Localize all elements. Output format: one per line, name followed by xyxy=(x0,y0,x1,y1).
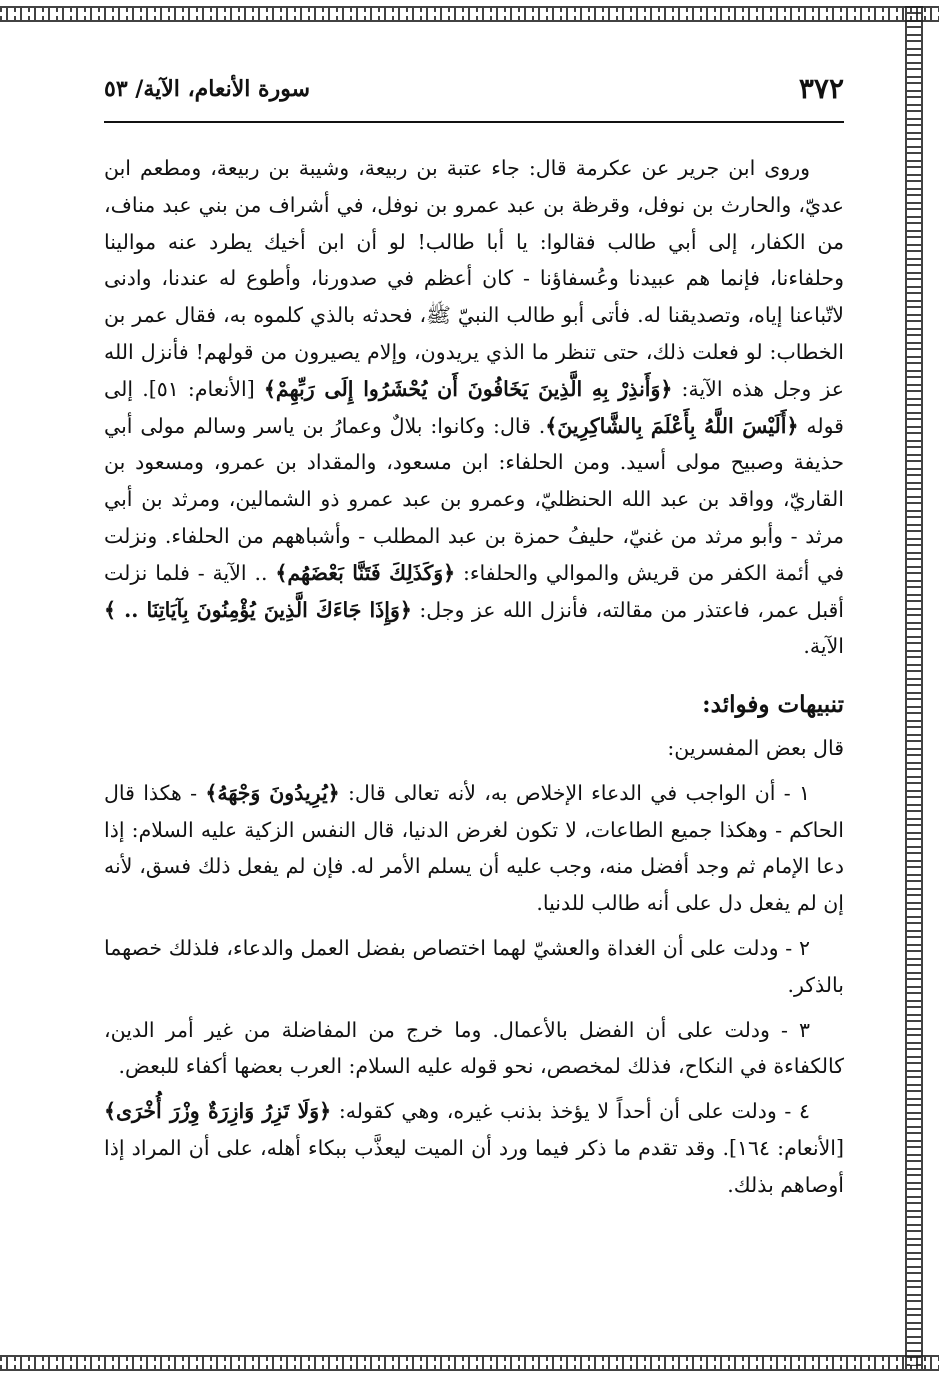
paragraph-text: وروى ابن جرير عن عكرمة قال: جاء عتبة بن ربيعة، وشيبة بن ربيعة، ومطعم ابن عديّ، والحارث بن نوفل، وقرظة بن عبد عمرو بن نوفل، في أشراف من بني عبد مناف، من الكفار، إلى أبي طالب فقالوا: يا أبا طالب! لو أن ابن أخيك يطرد عنه موالينا وحلفاءنا، فإنما هم عبيدنا وعُسفاؤنا - كان أعظم في صدورنا، وأطوع له عندنا، وادنى لاتّباعنا إياه، وتصديقنا له. فأتى أبو طالب النبيّ ﷺ، فحدثه بالذي كلموه به، فقال عمر بن الخطاب: لو فعلت ذلك، حتى تنظر ما الذي يريدون، وإلام يصيرون من قولهم! فأنزل الله عز وجل هذه الآية: xyxy=(104,156,845,401)
quran-quote: ﴿وَكَذَلِكَ فَتَنَّا بَعْضَهُم﴾ xyxy=(275,560,456,585)
benefit-item-2: ٢ - ودلت على أن الغداة والعشيّ لهما اختصاص بفضل العمل والدعاء، فلذلك خصهما بالذكر. xyxy=(104,935,844,997)
quran-quote: ﴿أَلَيْسَ اللَّهُ بِأَعْلَمَ بِالشَّاكِرِينَ﴾ xyxy=(545,413,799,438)
page-number: ٣٧٢ xyxy=(798,72,844,105)
section-title: تنبيهات وفوائد: xyxy=(702,691,844,719)
page-header xyxy=(104,72,844,116)
quran-quote: ﴿وَإِذَا جَاءَكَ الَّذِينَ يُؤْمِنُونَ بِآيَاتِنَا .. ﴾ xyxy=(104,597,412,622)
benefit-item-4 xyxy=(104,1093,844,1203)
header-rule xyxy=(104,121,844,123)
paragraph-text: .. الآية - فلما نزلت أقبل عمر، فاعتذر من مقالته، فأنزل الله عز وجل: xyxy=(104,560,844,622)
benefit-item-3: ٣ - ودلت على أن الفضل بالأعمال. وما خرج من المفاضلة من غير أمر الدين، كالكفاءة في النكاح، فذلك لمخصص، نحو قوله عليه السلام: العرب بعضها أكفاء للبعض. xyxy=(104,1017,844,1079)
paragraph-text: . قال: وكانوا: بلالٌ وعمارُ بن ياسر وسالم مولى أبي حذيفة وصبيح مولى أسيد. ومن الحلفاء: ابن مسعود، والمقداد بن عمرو، ومسعود بن القاريّ، وواقد بن عبد الله الحنظليّ، وعمرو بن عبد عمرو ذو الشمالين، ومرثد بن أبي مرثد - وأبو مرثد من غنيّ، حليفُ حمزة بن عبد المطلب - وأشباههم من الحلفاء. ونزلت في أئمة الكفر من قريش والموالي والحلفاء: xyxy=(104,413,845,585)
benefit-item-1 xyxy=(104,775,844,922)
running-title: سورة الأنعام، الآية/ ٥٣ xyxy=(104,76,310,102)
paragraph-text: الآية. xyxy=(803,634,844,659)
item-text: ١ - أن الواجب في الدعاء الإخلاص به، لأنه تعالى قال: xyxy=(339,780,811,805)
quran-quote: ﴿وَأَنذِرْ بِهِ الَّذِينَ يَخَافُونَ أَن يُحْشَرُوا إِلَى رَبِّهِمْ﴾ xyxy=(263,376,673,401)
quran-quote: ﴿وَلَا تَزِرُ وَازِرَةٌ وِزْرَ أُخْرَى﴾ xyxy=(104,1099,332,1124)
page-border-bottom xyxy=(0,1355,939,1371)
narration-paragraph xyxy=(104,150,844,665)
page-border-top xyxy=(0,6,939,22)
page-border-right xyxy=(905,6,923,1369)
page-body xyxy=(104,150,844,1204)
section-intro: قال بعض المفسرين: xyxy=(667,735,844,760)
item-text: [الأنعام: ١٦٤]. وقد تقدم ما ذكر فيما ورد أن الميت ليعذَّب ببكاء أهله، على أن المراد إذا أوصاهم بذلك. xyxy=(104,1135,845,1197)
paragraph-text: [الأنعام: ٥١]. إلى قوله xyxy=(104,376,844,438)
item-text: - هكذا قال الحاكم - وهكذا جميع الطاعات، لا تكون لغرض الدنيا، قال النفس الزكية عليه السلام: إذا دعا الإمام ثم وجد أفضل منه، وجب عليه أن يسلم الأمر له. فإن لم يفعل ذلك فسق، لأنه إن لم يفعل دل على أنه طالب للدنيا. xyxy=(104,780,844,916)
quran-quote: ﴿يُرِيدُونَ وَجْهَهُ﴾ xyxy=(205,780,340,805)
item-text: ٤ - ودلت على أن أحداً لا يؤخذ بذنب غيره، وهي كقوله: xyxy=(331,1099,810,1124)
